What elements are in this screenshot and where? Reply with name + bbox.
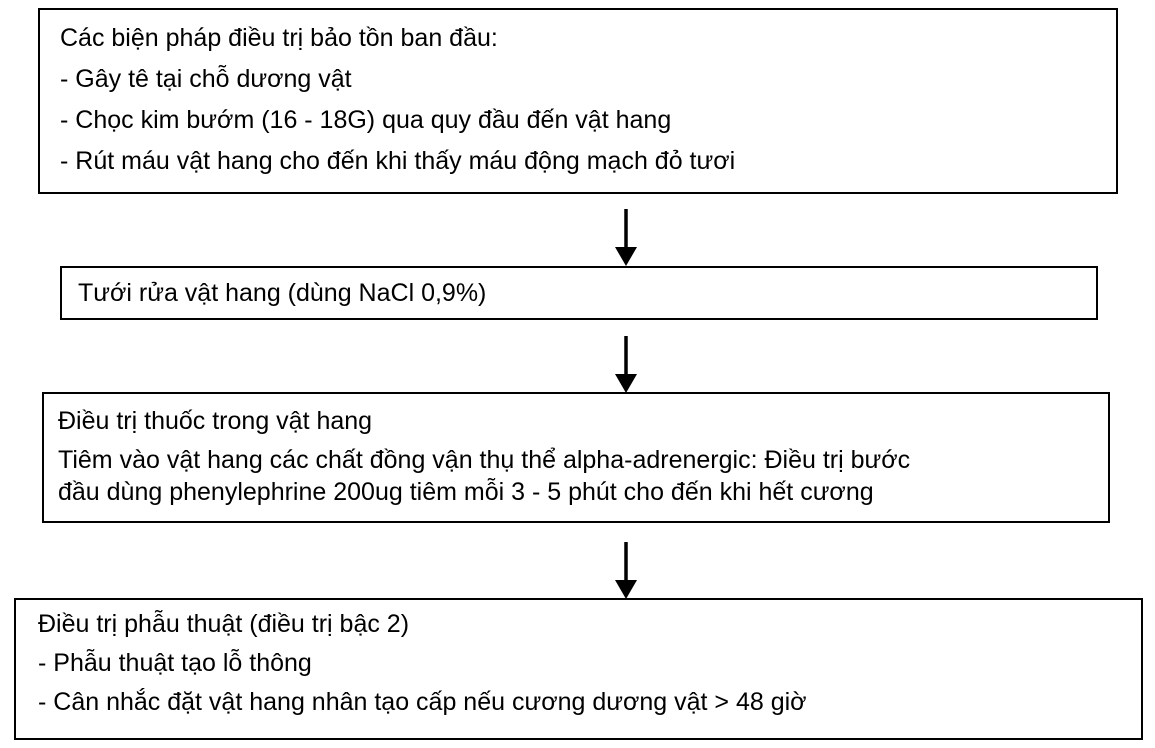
box-text-line: - Chọc kim bướm (16 - 18G) qua quy đầu đến vật hang <box>60 106 672 134</box>
box-text-line: - Phẫu thuật tạo lỗ thông <box>38 649 312 677</box>
box-text-line: Tưới rửa vật hang (dùng NaCl 0,9%) <box>78 278 487 307</box>
box-heading: Điều trị thuốc trong vật hang <box>58 407 373 435</box>
box-text-line: Điều trị phẫu thuật (điều trị bậc 2) <box>38 610 410 638</box>
down-arrow-icon <box>611 209 641 267</box>
flow-box-irrigation <box>60 266 1098 320</box>
flow-box-intracavernosal-drug-treatment <box>42 392 1110 523</box>
box-text-line: - Rút máu vật hang cho đến khi thấy máu động mạch đỏ tươi <box>60 147 736 175</box>
box-text-line: - Gây tê tại chỗ dương vật <box>60 65 352 93</box>
box-text-line: Tiêm vào vật hang các chất đồng vận thụ thể alpha-adrenergic: Điều trị bước <box>58 446 911 474</box>
box-text-line: Các biện pháp điều trị bảo tồn ban đầu: <box>60 24 498 52</box>
flow-box-surgical-treatment <box>14 598 1143 740</box>
down-arrow-icon <box>611 336 641 394</box>
box-text-line: - Cân nhắc đặt vật hang nhân tạo cấp nếu cương dương vật > 48 giờ <box>38 688 807 716</box>
down-arrow-icon <box>611 542 641 600</box>
box-text-line: đầu dùng phenylephrine 200ug tiêm mỗi 3 - 5 phút cho đến khi hết cương <box>58 478 874 506</box>
flow-box-initial-conservative-treatment <box>38 8 1118 194</box>
